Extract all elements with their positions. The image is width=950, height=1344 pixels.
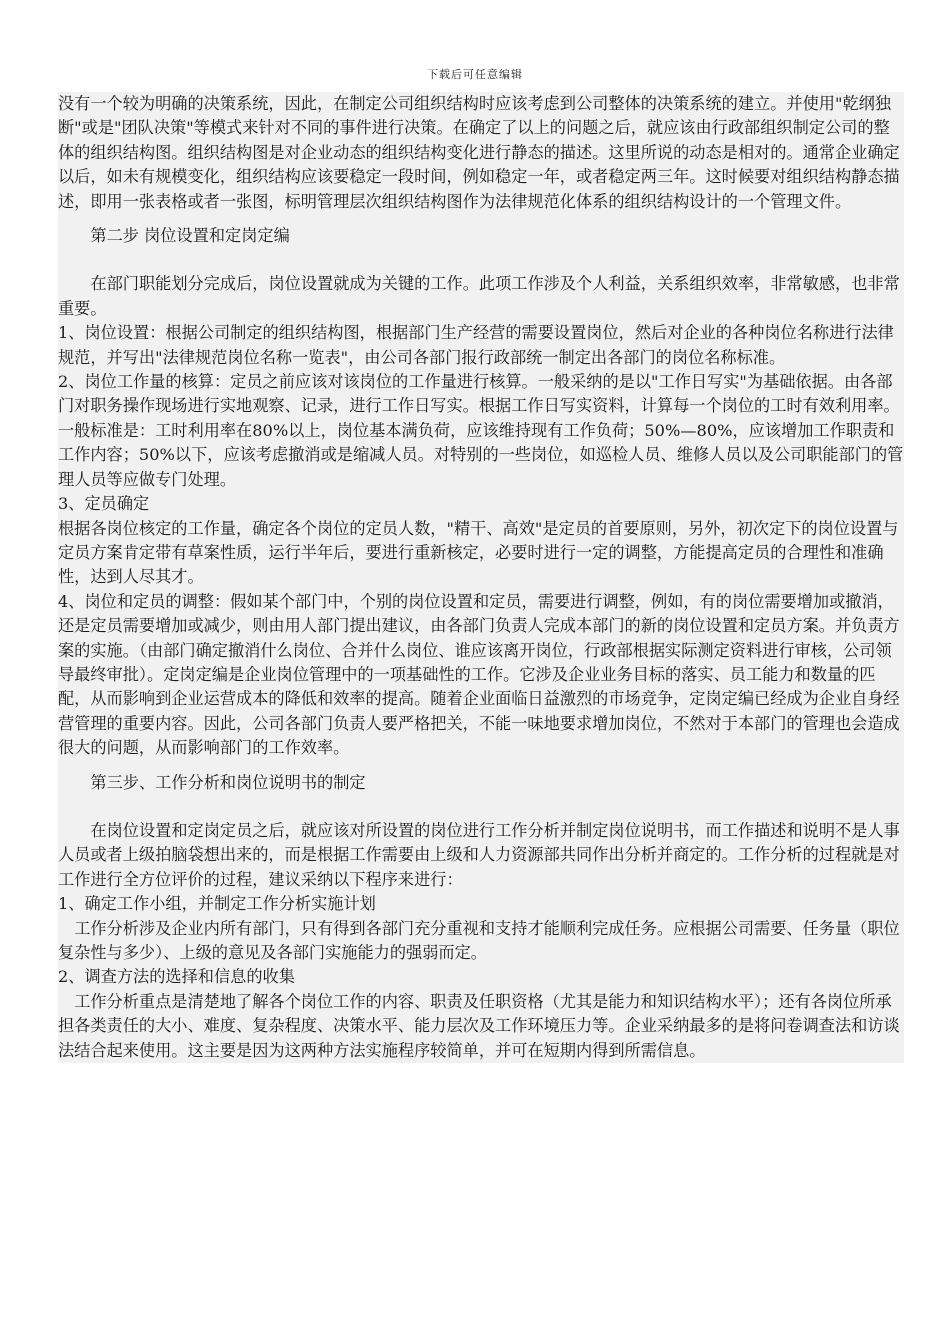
paragraph-decision-system: 没有一个较为明确的决策系统，因此，在制定公司组织结构时应该考虑到公司整体的决策系统的建立。并使用"乾纲独断"或是"团队决策"等模式来针对不同的事件进行决策。在确定了以上的问题之后，就应该由行政部组织制定公司的整体的组织结构图。组织结构图是对企业动态的组织结构变化进行静态的描述。这里所说的动态是相对的。通常企业确定以后，如未有规模变化，组织结构应该要稳定一段时间，例如稳定一年，或者稳定两三年。这时候要对组织结构静态描述，即用一张表格或者一张图，标明管理层次组织结构图作为法律规范化体系的组织结构设计的一个管理文件。 — [58, 94, 900, 211]
document-body — [58, 92, 904, 1063]
paragraph-item-1: 1、岗位设置：根据公司制定的组织结构图，根据部门生产经营的需要设置岗位，然后对企业的各种岗位名称进行法律规范，并写出"法律规范岗位名称一览表"，由公司各部门报行政部统一制定出各部门的岗位名称标准。 — [58, 323, 894, 367]
paragraph-step3-item-1-title: 1、确定工作小组，并制定工作分析实施计划 — [58, 894, 376, 914]
section-heading-step2: 第二步 岗位设置和定岗定编 — [90, 226, 290, 246]
paragraph-item-3-title: 3、定员确定 — [58, 494, 150, 514]
paragraph-step3-item-2-body: 工作分析重点是清楚地了解各个岗位工作的内容、职责及任职资格（尤其是能力和知识结构水平）；还有各岗位所承担各类责任的大小、难度、复杂程度、决策水平、能力层次及工作环境压力等。企业采纳最多的是将问卷调查法和访谈法结合起来使用。这主要是因为这两种方法实施程序较简单，并可在短期内得到所需信息。 — [58, 991, 900, 1060]
section-heading-step3: 第三步、工作分析和岗位说明书的制定 — [90, 772, 366, 792]
paragraph-item-3-body: 根据各岗位核定的工作量，确定各个岗位的定员人数，"精干、高效"是定员的首要原则，另外，初次定下的岗位设置与定员方案肯定带有草案性质，运行半年后，要进行重新核定，必要时进行一定的调整，方能提高定员的合理性和准确性，达到人尽其才。 — [58, 518, 899, 587]
paragraph-intro-step3: 在岗位设置和定岗定员之后，就应该对所设置的岗位进行工作分析并制定岗位说明书，而工作描述和说明不是人事人员或者上级拍脑袋想出来的，而是根据工作需要由上级和人力资源部共同作出分析并商定的。工作分析的过程就是对工作进行全方位评价的过程，建议采纳以下程序来进行： — [58, 820, 900, 889]
paragraph-item-4: 4、岗位和定员的调整：假如某个部门中，个别的岗位设置和定员，需要进行调整，例如，有的岗位需要增加或撤消，还是定员需要增加或减少，则由用人部门提出建议，由各部门负责人完成本部门的新的岗位设置和定员方案。并负责方案的实施。（由部门确定撤消什么岗位、合并什么岗位、谁应该离开岗位，行政部根据实际测定资料进行审核，公司领导最终审批）。定岗定编是企业岗位管理中的一项基础性的工作。它涉及企业业务目标的落实、员工能力和数量的匹配，从而影响到企业运营成本的降低和效率的提高。随着企业面临日益激烈的市场竞争，定岗定编已经成为企业自身经营管理的重要内容。因此，公司各部门负责人要严格把关，不能一味地要求增加岗位，不然对于本部门的管理也会造成很大的问题，从而影响部门的工作效率。 — [58, 591, 900, 758]
paragraph-intro-step2: 在部门职能划分完成后，岗位设置就成为关键的工作。此项工作涉及个人利益，关系组织效率，非常敏感，也非常重要。 — [58, 274, 900, 318]
paragraph-step3-item-2-title: 2、调查方法的选择和信息的收集 — [58, 967, 295, 987]
paragraph-step3-item-1-body: 工作分析涉及企业内所有部门，只有得到各部门充分重视和支持才能顺利完成任务。应根据公司需要、任务量（职位复杂性与多少）、上级的意见及各部门实施能力的强弱而定。 — [58, 918, 900, 962]
page-header: 下载后可任意编辑 — [427, 68, 523, 81]
paragraph-item-2: 2、岗位工作量的核算：定员之前应该对该岗位的工作量进行核算。一般采纳的是以"工作日写实"为基础依据。由各部门对职务操作现场进行实地观察、记录，进行工作日写实。根据工作日写实资料，计算每一个岗位的工时有效利用率。一般标准是：工时利用率在80%以上，岗位基本满负荷，应该维持现有工作负荷；50%—80%，应该增加工作职责和工作内容；50%以下，应该考虑撤消或是缩减人员。对特别的一些岗位，如巡检人员、维修人员以及公司职能部门的管理人员等应做专门处理。 — [58, 372, 904, 489]
